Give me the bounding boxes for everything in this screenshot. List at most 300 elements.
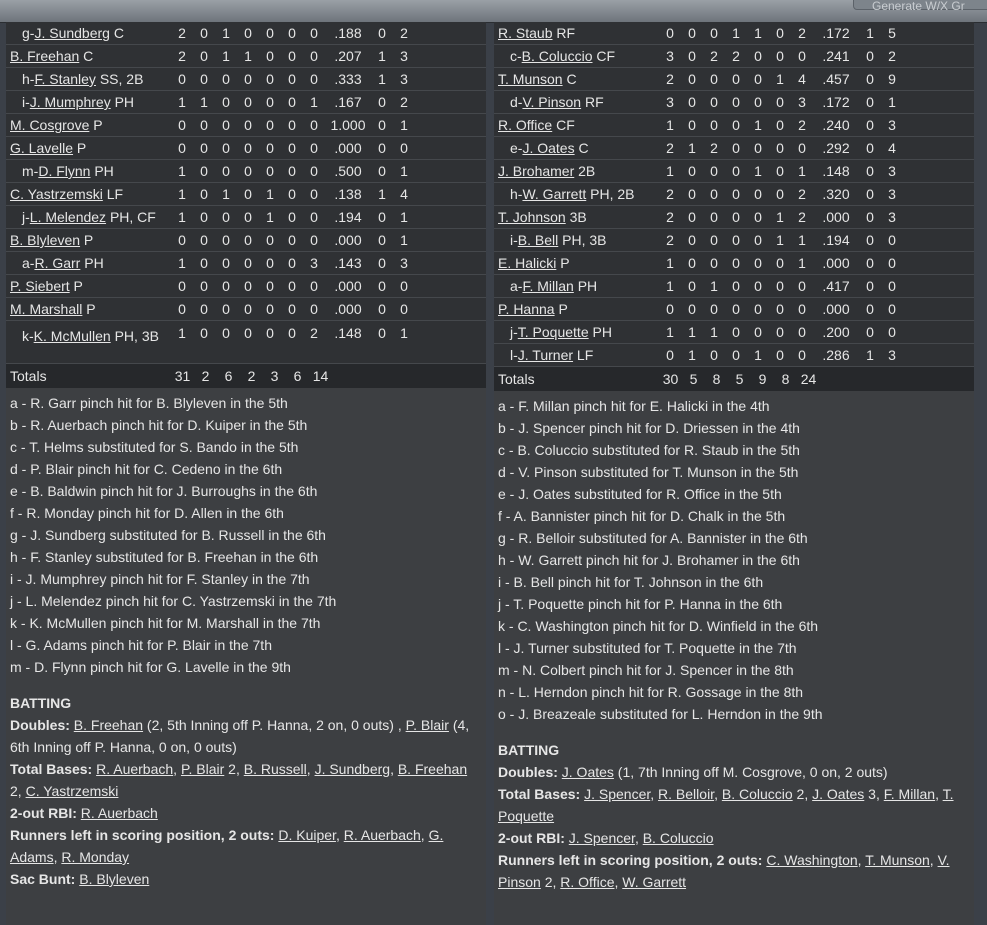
player-link[interactable]: B. Coluccio (521, 48, 593, 64)
stat-lob: 2 (798, 117, 806, 133)
home-batting-table (494, 22, 974, 367)
batter-name (6, 209, 171, 225)
player-link[interactable]: P. Blair (180, 761, 225, 777)
stat-k: 0 (776, 347, 784, 363)
stat-r: 0 (688, 301, 696, 317)
player-link[interactable]: C. Washington (766, 852, 858, 868)
stat-h: 0 (222, 94, 230, 110)
position: P (89, 117, 103, 133)
player-link[interactable]: T. Poquette (498, 786, 954, 824)
batter-row (494, 206, 974, 229)
stat-hr: 0 (378, 209, 386, 225)
stat-k: 0 (288, 140, 296, 156)
player-link[interactable]: R. Staub (498, 25, 553, 41)
sub-letter: i- (22, 94, 30, 110)
stat-bb: 0 (754, 71, 762, 87)
position: RF (581, 94, 604, 110)
stat-ab: 0 (178, 232, 186, 248)
stat-bb: 1 (754, 163, 762, 179)
stat-rbi: 0 (732, 117, 740, 133)
player-link[interactable]: B. Freehan (73, 717, 144, 733)
totals-r: 5 (689, 371, 698, 387)
player-link[interactable]: R. Garr (34, 255, 81, 271)
player-link[interactable]: R. Monday (61, 849, 130, 865)
stat-ab: 0 (178, 301, 186, 317)
home-totals-row (494, 367, 974, 391)
stat-lob: 0 (310, 278, 318, 294)
player-link[interactable]: M. Cosgrove (10, 117, 90, 133)
stat-h: 1 (710, 324, 718, 340)
away-batting-section (6, 692, 486, 890)
stat-rbi: 0 (732, 209, 740, 225)
stat-hr: 1 (378, 48, 386, 64)
player-link[interactable]: F. Millan (883, 786, 936, 802)
player-link[interactable]: P. Blair (405, 717, 449, 733)
stat-bb: 0 (266, 140, 274, 156)
player-link[interactable]: R. Belloir (658, 786, 715, 802)
substitution-note: k - C. Washington pinch hit for D. Winfield in the 6th (498, 618, 819, 634)
substitution-note: b - J. Spencer pinch hit for D. Driessen in the 4th (498, 420, 800, 436)
stat-k: 0 (776, 278, 784, 294)
player-link[interactable]: T. Munson (865, 852, 930, 868)
stat-bb: 0 (754, 140, 762, 156)
batter-row (494, 275, 974, 298)
stat-hr: 0 (378, 25, 386, 41)
stat-bb: 0 (754, 255, 762, 271)
player-link[interactable]: B. Blyleven (10, 232, 81, 248)
stat-rbi-total: 2 (400, 25, 408, 41)
stat-rbi-total: 1 (400, 117, 408, 133)
substitution-note: f - R. Monday pinch hit for D. Allen in the 6th (10, 505, 284, 521)
stat-rbi-total: 5 (888, 25, 896, 41)
stat-ab: 1 (666, 255, 674, 271)
stat-ab: 1 (178, 186, 186, 202)
batter-name (494, 48, 659, 64)
stat-avg: .188 (334, 25, 362, 41)
stat-r: 0 (200, 117, 208, 133)
stat-avg: .172 (822, 94, 850, 110)
player-link[interactable]: B. Freehan (397, 761, 468, 777)
stat-rbi: 0 (244, 117, 252, 133)
totals-rbi: 5 (735, 371, 744, 387)
position: P (69, 278, 83, 294)
stat-avg: .148 (334, 325, 362, 341)
stat-ab: 0 (666, 347, 674, 363)
stat-rbi: 0 (244, 255, 252, 271)
stat-ab: 1 (178, 163, 186, 179)
player-link[interactable]: R. Office (498, 117, 553, 133)
batter-name (6, 117, 171, 133)
sub-letter: c- (510, 48, 522, 64)
player-link[interactable]: M. Marshall (10, 301, 83, 317)
stat-rbi-total: 3 (888, 347, 896, 363)
stat-bb: 0 (266, 301, 274, 317)
player-link[interactable]: R. Auerbach (96, 761, 174, 777)
stat-bb: 0 (754, 186, 762, 202)
batter-name (494, 278, 659, 294)
stat-hr: 0 (378, 94, 386, 110)
risp-line: Runners left in scoring position, 2 outs: C. Washington, T. Munson, V. Pinson 2, R. Office, W. Garrett (498, 852, 950, 890)
stat-h: 0 (710, 186, 718, 202)
stat-k: 0 (288, 301, 296, 317)
stat-bb: 1 (266, 186, 274, 202)
player-link[interactable]: F. Millan (522, 278, 574, 294)
stat-rbi-total: 9 (888, 71, 896, 87)
batter-name (494, 117, 659, 133)
position: PH (588, 324, 612, 340)
substitution-note: d - V. Pinson substituted for T. Munson in the 5th (498, 464, 799, 480)
batter-row (6, 22, 486, 45)
player-link[interactable]: T. Johnson (498, 209, 566, 225)
stat-rbi: 0 (732, 255, 740, 271)
stat-avg: .167 (334, 94, 362, 110)
stat-h: 0 (222, 255, 230, 271)
stat-k: 0 (288, 186, 296, 202)
away-substitution-notes (6, 388, 486, 678)
stat-avg: .000 (334, 140, 362, 156)
stat-r: 0 (200, 71, 208, 87)
stat-hr: 1 (866, 347, 874, 363)
stat-h: 0 (710, 232, 718, 248)
stat-bb: 0 (266, 25, 274, 41)
player-link[interactable]: J. Spencer (584, 786, 651, 802)
stat-rbi: 2 (732, 48, 740, 64)
stat-lob: 0 (310, 48, 318, 64)
stat-ab: 0 (178, 117, 186, 133)
stat-k: 0 (776, 324, 784, 340)
position: PH (80, 255, 104, 271)
stat-hr: 0 (866, 117, 874, 133)
stat-k: 1 (776, 209, 784, 225)
stat-rbi-total: 3 (400, 48, 408, 64)
stat-k: 1 (776, 232, 784, 248)
batter-name (494, 71, 659, 87)
stat-bb: 1 (754, 25, 762, 41)
stat-hr: 0 (378, 117, 386, 133)
totals-lob: 14 (312, 368, 329, 384)
batter-row (494, 91, 974, 114)
stat-k: 0 (776, 94, 784, 110)
position: PH, 2B (586, 186, 635, 202)
stat-rbi-total: 3 (888, 186, 896, 202)
player-link[interactable]: W. Garrett (522, 186, 587, 202)
stat-h: 0 (710, 163, 718, 179)
stat-h: 1 (222, 25, 230, 41)
batter-name (494, 209, 659, 225)
stat-hr: 0 (378, 301, 386, 317)
substitution-note: o - J. Breazeale substituted for L. Herndon in the 9th (498, 706, 823, 722)
stat-r: 0 (688, 117, 696, 133)
position: PH, CF (106, 209, 156, 225)
stat-ab: 2 (666, 209, 674, 225)
stat-bb: 0 (266, 94, 274, 110)
player-link[interactable]: B. Bell (517, 232, 559, 248)
batter-name (6, 163, 171, 179)
player-link[interactable]: J. Oates (812, 786, 865, 802)
stat-k: 0 (288, 255, 296, 271)
stat-r: 0 (200, 301, 208, 317)
stat-ab: 3 (666, 94, 674, 110)
totals-k: 6 (293, 368, 302, 384)
totals-rbi: 2 (247, 368, 256, 384)
stat-h: 0 (222, 301, 230, 317)
player-link[interactable]: J. Oates (561, 764, 614, 780)
player-link[interactable]: J. Turner (517, 347, 574, 363)
totals-label: Totals (498, 371, 535, 387)
batter-row (494, 68, 974, 91)
substitution-note: i - B. Bell pinch hit for T. Johnson in the 6th (498, 574, 764, 590)
doubles-line: Doubles: J. Oates (1, 7th Inning off M. Cosgrove, 0 on, 2 outs) (498, 764, 888, 780)
player-link[interactable]: F. Stanley (34, 71, 96, 87)
stat-ab: 2 (666, 232, 674, 248)
player-link[interactable]: B. Russell (243, 761, 307, 777)
stat-lob: 1 (310, 94, 318, 110)
stat-hr: 0 (866, 48, 874, 64)
stat-k: 0 (288, 325, 296, 341)
stat-lob: 0 (310, 163, 318, 179)
stat-ab: 1 (666, 324, 674, 340)
batter-row (6, 206, 486, 229)
stat-rbi-total: 3 (888, 163, 896, 179)
batter-name (494, 163, 659, 179)
stat-rbi: 0 (732, 301, 740, 317)
player-link[interactable]: L. Melendez (29, 209, 107, 225)
stat-ab: 1 (666, 117, 674, 133)
stat-r: 0 (688, 278, 696, 294)
player-link[interactable]: J. Spencer (568, 830, 635, 846)
position: CF (592, 48, 616, 64)
stat-r: 0 (200, 186, 208, 202)
stat-k: 0 (288, 209, 296, 225)
totals-h: 8 (712, 371, 721, 387)
stat-ab: 2 (178, 25, 186, 41)
batter-name (6, 48, 171, 64)
player-link[interactable]: T. Poquette (517, 324, 589, 340)
player-link[interactable]: P. Siebert (10, 278, 70, 294)
stat-h: 0 (710, 255, 718, 271)
player-link[interactable]: V. Pinson (522, 94, 582, 110)
stat-hr: 0 (866, 301, 874, 317)
stat-rbi: 0 (244, 278, 252, 294)
stat-rbi-total: 0 (400, 278, 408, 294)
player-link[interactable]: B. Blyleven (79, 871, 150, 887)
stat-bb: 0 (266, 117, 274, 133)
stat-bb: 1 (266, 209, 274, 225)
stat-r: 0 (200, 278, 208, 294)
substitution-note: a - R. Garr pinch hit for B. Blyleven in the 5th (10, 395, 288, 411)
stat-ab: 2 (666, 140, 674, 156)
player-link[interactable]: C. Yastrzemski (10, 186, 103, 202)
stat-avg: .000 (822, 209, 850, 225)
totals-lob: 24 (800, 371, 817, 387)
total-bases-line: Total Bases: R. Auerbach, P. Blair 2, B. Russell, J. Sundberg, B. Freehan 2, C. Yastrzemski (10, 761, 468, 799)
stat-k: 0 (288, 232, 296, 248)
stat-lob: 0 (310, 71, 318, 87)
stat-r: 0 (688, 163, 696, 179)
totals-ab: 30 (662, 371, 679, 387)
stat-hr: 0 (378, 163, 386, 179)
player-link[interactable]: G. Lavelle (10, 140, 74, 156)
stat-avg: .286 (822, 347, 850, 363)
sub-letter: m- (22, 163, 39, 179)
sac-bunt-line: Sac Bunt: B. Blyleven (10, 871, 150, 887)
stat-hr: 0 (378, 140, 386, 156)
player-link[interactable]: R. Auerbach (343, 827, 421, 843)
stat-rbi: 1 (244, 48, 252, 64)
stat-h: 1 (222, 48, 230, 64)
stat-r: 0 (200, 209, 208, 225)
away-batting-table (6, 22, 486, 364)
player-link[interactable]: B. Freehan (10, 48, 80, 64)
batter-row (494, 160, 974, 183)
stat-lob: 0 (798, 324, 806, 340)
stat-bb: 0 (266, 71, 274, 87)
home-box-score (494, 22, 974, 925)
stat-h: 0 (222, 325, 230, 341)
totals-label: Totals (10, 368, 47, 384)
stat-rbi-total: 1 (400, 232, 408, 248)
stat-rbi-total: 4 (400, 186, 408, 202)
stat-avg: .500 (334, 163, 362, 179)
stat-hr: 0 (866, 324, 874, 340)
stat-ab: 0 (178, 278, 186, 294)
position: C (574, 140, 589, 156)
stat-avg: .417 (822, 278, 850, 294)
stat-h: 1 (222, 186, 230, 202)
player-link[interactable]: J. Brohamer (498, 163, 575, 179)
player-link[interactable]: C. Yastrzemski (25, 783, 119, 799)
player-link[interactable]: J. Sundberg (34, 25, 110, 41)
batter-row (494, 298, 974, 321)
player-link[interactable]: G. Adams (10, 827, 444, 865)
batter-row (6, 114, 486, 137)
stat-avg: .148 (822, 163, 850, 179)
stat-ab: 1 (666, 163, 674, 179)
stat-r: 0 (688, 255, 696, 271)
batter-row (494, 22, 974, 45)
player-link[interactable]: B. Coluccio (721, 786, 793, 802)
stat-k: 0 (288, 71, 296, 87)
stat-h: 0 (710, 94, 718, 110)
stat-h: 0 (710, 25, 718, 41)
home-substitution-notes (494, 391, 974, 725)
stat-hr: 1 (378, 71, 386, 87)
stat-k: 0 (288, 94, 296, 110)
substitution-note: h - W. Garrett pinch hit for J. Brohamer in the 6th (498, 552, 800, 568)
player-link[interactable]: D. Kuiper (278, 827, 336, 843)
stat-hr: 0 (866, 94, 874, 110)
stat-avg: .207 (334, 48, 362, 64)
stat-k: 0 (288, 163, 296, 179)
batter-name (494, 347, 659, 363)
player-link[interactable]: R. Auerbach (80, 805, 158, 821)
stat-k: 0 (776, 140, 784, 156)
sub-letter: k- (22, 328, 34, 344)
substitution-note: a - F. Millan pinch hit for E. Halicki in the 4th (498, 398, 770, 414)
player-link[interactable]: V. Pinson (498, 852, 950, 890)
risp-line: Runners left in scoring position, 2 outs: D. Kuiper, R. Auerbach, G. Adams, R. Monday (10, 827, 444, 865)
substitution-note: d - P. Blair pinch hit for C. Cedeno in the 6th (10, 461, 283, 477)
batter-row (6, 275, 486, 298)
generate-button[interactable]: Generate W/X Gr (853, 0, 987, 10)
substitution-note: l - J. Turner substituted for T. Poquette in the 7th (498, 640, 797, 656)
stat-rbi-total: 0 (888, 278, 896, 294)
stat-h: 0 (222, 140, 230, 156)
player-link[interactable]: B. Coluccio (642, 830, 714, 846)
player-link[interactable]: J. Mumphrey (29, 94, 111, 110)
stat-rbi: 0 (732, 163, 740, 179)
batter-row (6, 68, 486, 91)
stat-lob: 0 (798, 140, 806, 156)
player-link[interactable]: K. McMullen (33, 328, 111, 344)
stat-h: 0 (710, 209, 718, 225)
position: CF (552, 117, 575, 133)
player-link[interactable]: D. Flynn (38, 163, 91, 179)
stat-rbi: 0 (732, 186, 740, 202)
stat-r: 0 (200, 25, 208, 41)
stat-bb: 0 (266, 255, 274, 271)
stat-avg: .194 (334, 209, 362, 225)
stat-rbi: 0 (244, 94, 252, 110)
player-link[interactable]: W. Garrett (622, 874, 687, 890)
player-link[interactable]: R. Office (560, 874, 615, 890)
player-link[interactable]: J. Oates (522, 140, 575, 156)
stat-lob: 1 (798, 232, 806, 248)
stat-r: 0 (688, 209, 696, 225)
stat-hr: 0 (866, 71, 874, 87)
player-link[interactable]: P. Hanna (498, 301, 555, 317)
stat-ab: 1 (666, 278, 674, 294)
stat-bb: 0 (754, 94, 762, 110)
position: PH (573, 278, 598, 294)
stat-ab: 1 (178, 325, 186, 341)
stat-rbi: 0 (732, 347, 740, 363)
stat-lob: 0 (798, 301, 806, 317)
stat-bb: 0 (754, 278, 762, 294)
substitution-note: g - R. Belloir substituted for A. Bannister in the 6th (498, 530, 808, 546)
stat-rbi: 0 (244, 232, 252, 248)
stat-lob: 1 (798, 255, 806, 271)
stat-ab: 0 (178, 140, 186, 156)
stat-lob: 2 (798, 25, 806, 41)
stat-rbi-total: 3 (400, 255, 408, 271)
player-link[interactable]: T. Munson (498, 71, 563, 87)
batter-row (494, 252, 974, 275)
batter-row (6, 137, 486, 160)
player-link[interactable]: J. Sundberg (314, 761, 391, 777)
batter-row (6, 183, 486, 206)
player-link[interactable]: E. Halicki (498, 255, 557, 271)
stat-avg: .292 (822, 140, 850, 156)
stat-k: 0 (776, 255, 784, 271)
stat-lob: 1 (798, 163, 806, 179)
sub-letter: a- (510, 278, 523, 294)
stat-r: 1 (200, 94, 208, 110)
stat-rbi: 0 (244, 209, 252, 225)
batting-heading: BATTING (10, 695, 72, 711)
batter-row (6, 91, 486, 114)
total-bases-line: Total Bases: J. Spencer, R. Belloir, B. Coluccio 2, J. Oates 3, F. Millan, T. Poquette (498, 786, 954, 824)
stat-hr: 0 (378, 325, 386, 341)
stat-r: 1 (688, 347, 696, 363)
stat-r: 0 (200, 325, 208, 341)
away-box-score (6, 22, 486, 925)
sub-letter: a- (22, 255, 35, 271)
stat-r: 0 (200, 140, 208, 156)
stat-ab: 3 (666, 48, 674, 64)
substitution-note: m - D. Flynn pinch hit for G. Lavelle in the 9th (10, 659, 291, 675)
stat-h: 0 (222, 117, 230, 133)
